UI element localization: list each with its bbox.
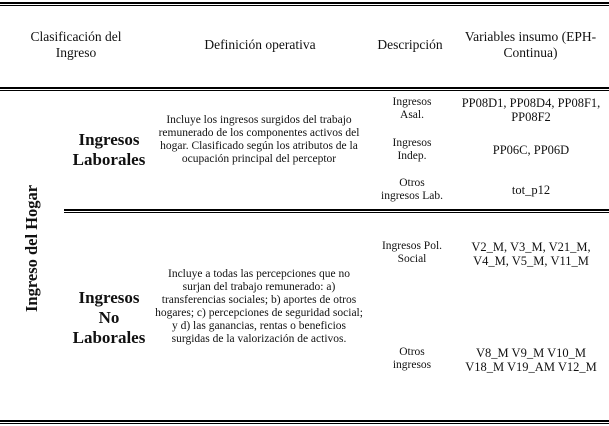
- definition-laborales: Incluye los ingresos surgidos del trabajo remunerado de los componentes activos del hogar. Clasificado según los atributos de la ocupación principal del perceptor: [158, 114, 360, 165]
- description-cell: [372, 137, 452, 163]
- header-classification-line1: Clasificación del: [30, 29, 122, 44]
- variables-cell: [455, 96, 607, 124]
- section-divider-rule: [64, 209, 609, 213]
- description-line: Social: [397, 253, 427, 265]
- variables-cell: tot_p12: [511, 183, 551, 197]
- description-line: Otros: [399, 177, 425, 189]
- category-line: Laborales: [72, 150, 146, 169]
- category-line: No: [98, 308, 120, 327]
- variables-cell: [455, 346, 607, 374]
- description-line: Asal.: [400, 109, 424, 121]
- description-line: ingresos: [392, 359, 432, 371]
- description-line: Ingresos: [392, 137, 432, 149]
- variables-line: V4_M, V5_M, V11_M: [473, 254, 589, 268]
- category-line: Laborales: [72, 328, 146, 347]
- header-bottom-rule: [0, 87, 609, 91]
- header-variables-line1: Variables insumo (EPH-: [464, 29, 597, 44]
- header-classification-line2: Ingreso: [55, 45, 97, 60]
- description-cell: [372, 240, 452, 266]
- description-cell: [372, 177, 452, 203]
- description-line: ingresos Lab.: [381, 190, 443, 202]
- category-line: Ingresos: [78, 130, 140, 149]
- variables-line: V8_M V9_M V10_M: [476, 346, 586, 360]
- category-line: Ingresos: [78, 288, 140, 307]
- variables-line: PP08D1, PP08D4, PP08F1,: [461, 96, 601, 110]
- variables-cell: PP06C, PP06D: [492, 143, 570, 157]
- table-bottom-rule: [0, 420, 609, 424]
- category-ingresos-no-laborales: [64, 288, 154, 348]
- header-variables-line2: Continua): [503, 45, 558, 60]
- header-classification: [0, 29, 152, 61]
- header-description: Descripción: [377, 37, 443, 52]
- group-label-ingreso-hogar: Ingreso del Hogar: [22, 184, 41, 312]
- description-line: Ingresos Pol.: [381, 240, 443, 252]
- description-line: Indep.: [397, 150, 427, 162]
- variables-line: PP08F2: [511, 110, 551, 124]
- header-variables: [452, 29, 609, 61]
- variables-line: V18_M V19_AM V12_M: [465, 360, 597, 374]
- variables-cell: [455, 240, 607, 268]
- description-line: Otros: [399, 346, 425, 358]
- category-ingresos-laborales: [64, 130, 154, 170]
- definition-no-laborales: Incluye a todas las percepciones que no surjan del trabajo remunerado: a) transferencias sociales; b) aportes de otros hogares; c) percepciones de seguridad social; y d) las ganancias, rentas o beneficios surgidas de la valorización de activos.: [155, 268, 363, 345]
- description-cell: [372, 346, 452, 372]
- table-top-rule: [0, 2, 609, 6]
- header-definition: Definición operativa: [204, 37, 316, 52]
- variables-line: V2_M, V3_M, V21_M,: [471, 240, 591, 254]
- description-line: Ingresos: [392, 96, 432, 108]
- description-cell: [372, 96, 452, 122]
